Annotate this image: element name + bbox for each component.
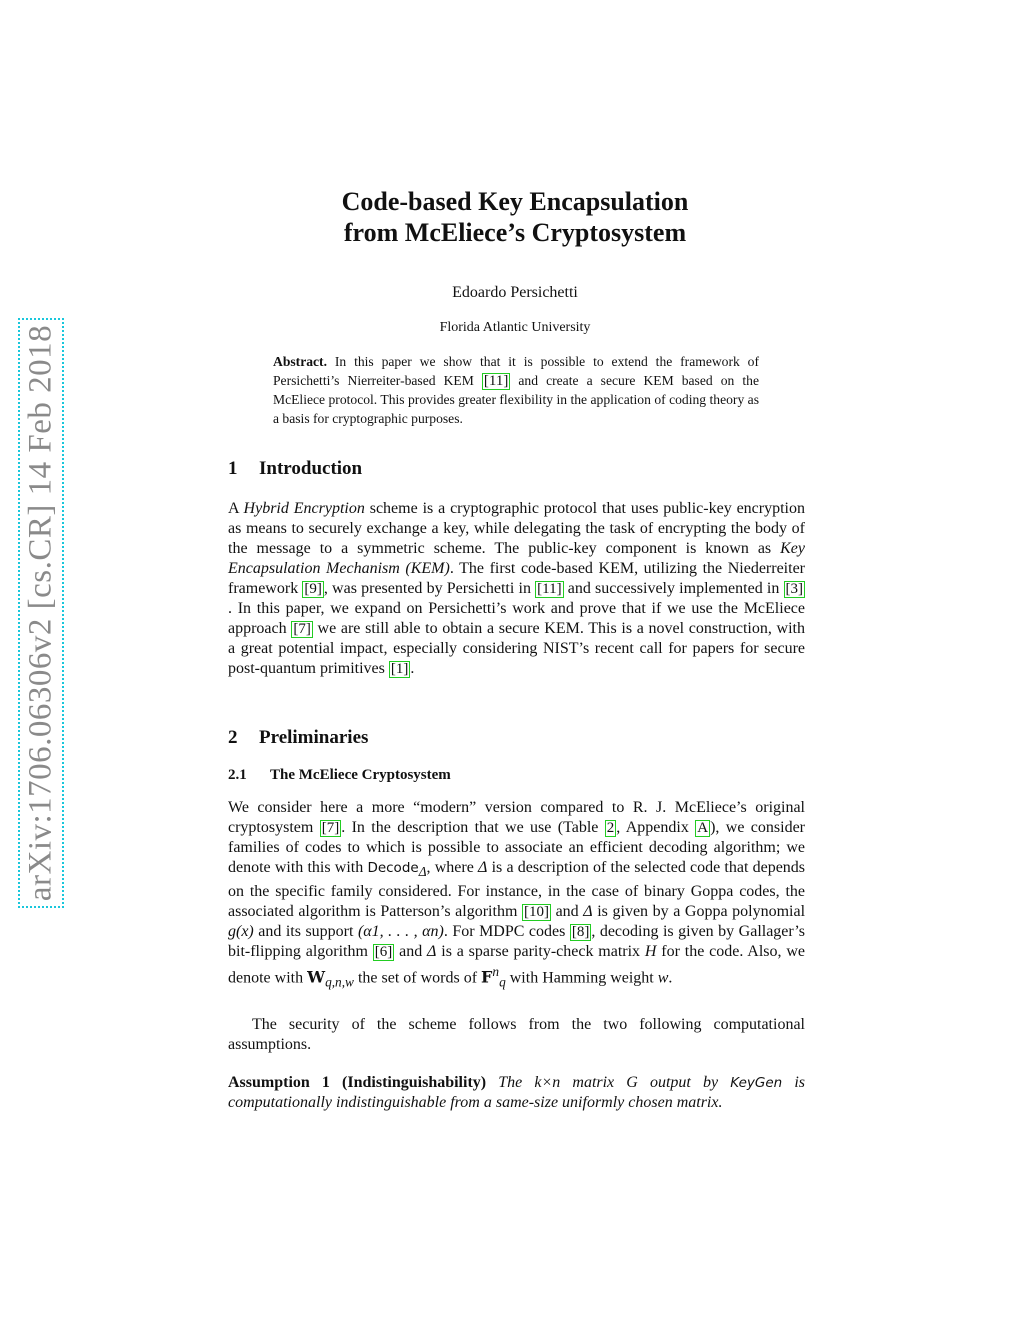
subsection-heading-mceliece	[228, 767, 451, 784]
table-link[interactable]: 2	[606, 820, 615, 836]
section-number: 1	[228, 458, 238, 479]
citation-link[interactable]: [3]	[785, 581, 804, 597]
citation-link[interactable]: [9]	[304, 581, 322, 597]
assumption-1: Assumption 1 (Indistinguishability) The k×n matrix G output by KeyGen is computationally indistinguishable from a same-size uniformly chosen matrix.	[228, 1074, 806, 1111]
assumption-label: Assumption 1 (Indistinguishability)	[228, 1074, 487, 1091]
author-name: Edoardo Persichetti	[452, 284, 578, 301]
arxiv-identifier: arXiv:1706.06306v2 [cs.CR] 14 Feb 2018	[22, 324, 59, 902]
citation-link[interactable]: [11]	[537, 581, 562, 597]
section-title: Preliminaries	[259, 727, 369, 748]
introduction-paragraph: A Hybrid Encryption scheme is a cryptographic protocol that uses public-key encryption as means to securely exchange a key, while delegating the task of encrypting the body of the message to a symmetric scheme. The public-key component is known as Key Encapsulation Mechanism (KEM). The first code-based KEM, utilizing the Niederreiter framework [9] , was presented by Persichetti in [11] and successively implemented in [3]. In this paper, we expand on Persichetti’s work and prove that if we use the McEliece approach [7] we are still able to obtain a secure KEM. This is a novel construction, with a great potential impact, especially considering NIST’s recent call for papers for secure post-quantum primitives [1] .	[228, 500, 806, 677]
subsection-number: 2.1	[228, 767, 247, 783]
citation-link[interactable]: [7]	[293, 621, 311, 637]
subsection-title: The McEliece Cryptosystem	[270, 767, 451, 783]
abstract-text: In this paper we show that it is possible to extend the framework of Persichetti’s Nierreiter-based KEM	[273, 354, 759, 388]
appendix-link[interactable]: A	[697, 820, 709, 836]
arxiv-stamp	[18, 318, 64, 908]
paper-title-line-2: from McEliece’s Cryptosystem	[343, 218, 687, 247]
abstract	[273, 352, 759, 428]
mceliece-paragraph: We consider here a more “modern” version compared to R. J. McEliece’s original cryptosystem [7] . In the description that we use (Table 2 , Appendix A ), we consider families of codes to which is possible to associate an efficient decoding algorithm; we denote with this with Decode$_\Delta$, where Δ is a description of the selected code that depends on the specific family considered. For instance, in the case of binary Goppa codes, the associated algorithm is Patterson’s algorithm [10] and Δ is given by a Goppa polynomial g(x) and its support (α1, . . . , αn). For MDPC codes [8] , decoding is given by Gallager’s bit-flipping algorithm [6] and Δ is a sparse parity-check matrix H for the code. Also, we denote with $W_{q,n,w}$ the set of words of $F^n_q$ with Hamming weight w.	[228, 799, 806, 990]
abstract-text: and create a secure KEM based on the McEliece protocol. This provides greater flexibility in the application of coding theory as a basis for cryptographic purposes.	[273, 373, 759, 426]
citation-link[interactable]: [6]	[374, 944, 393, 961]
section-number: 2	[228, 727, 238, 748]
citation-link[interactable]: [1]	[390, 661, 409, 677]
abstract-label: Abstract.	[273, 354, 327, 369]
citation-link[interactable]: [10]	[523, 904, 549, 921]
citation-link[interactable]: [8]	[571, 924, 590, 941]
citation-link[interactable]: [11]	[483, 373, 509, 389]
section-title: Introduction	[259, 458, 363, 479]
section-heading-preliminaries	[228, 727, 368, 749]
security-paragraph: The security of the scheme follows from the two following computational assumptions.	[228, 1016, 805, 1053]
author-affiliation: Florida Atlantic University	[439, 320, 591, 335]
citation-link[interactable]: [7]	[321, 820, 340, 836]
section-heading-introduction	[228, 458, 362, 480]
paper-title-line-1: Code-based Key Encapsulation	[341, 187, 689, 216]
